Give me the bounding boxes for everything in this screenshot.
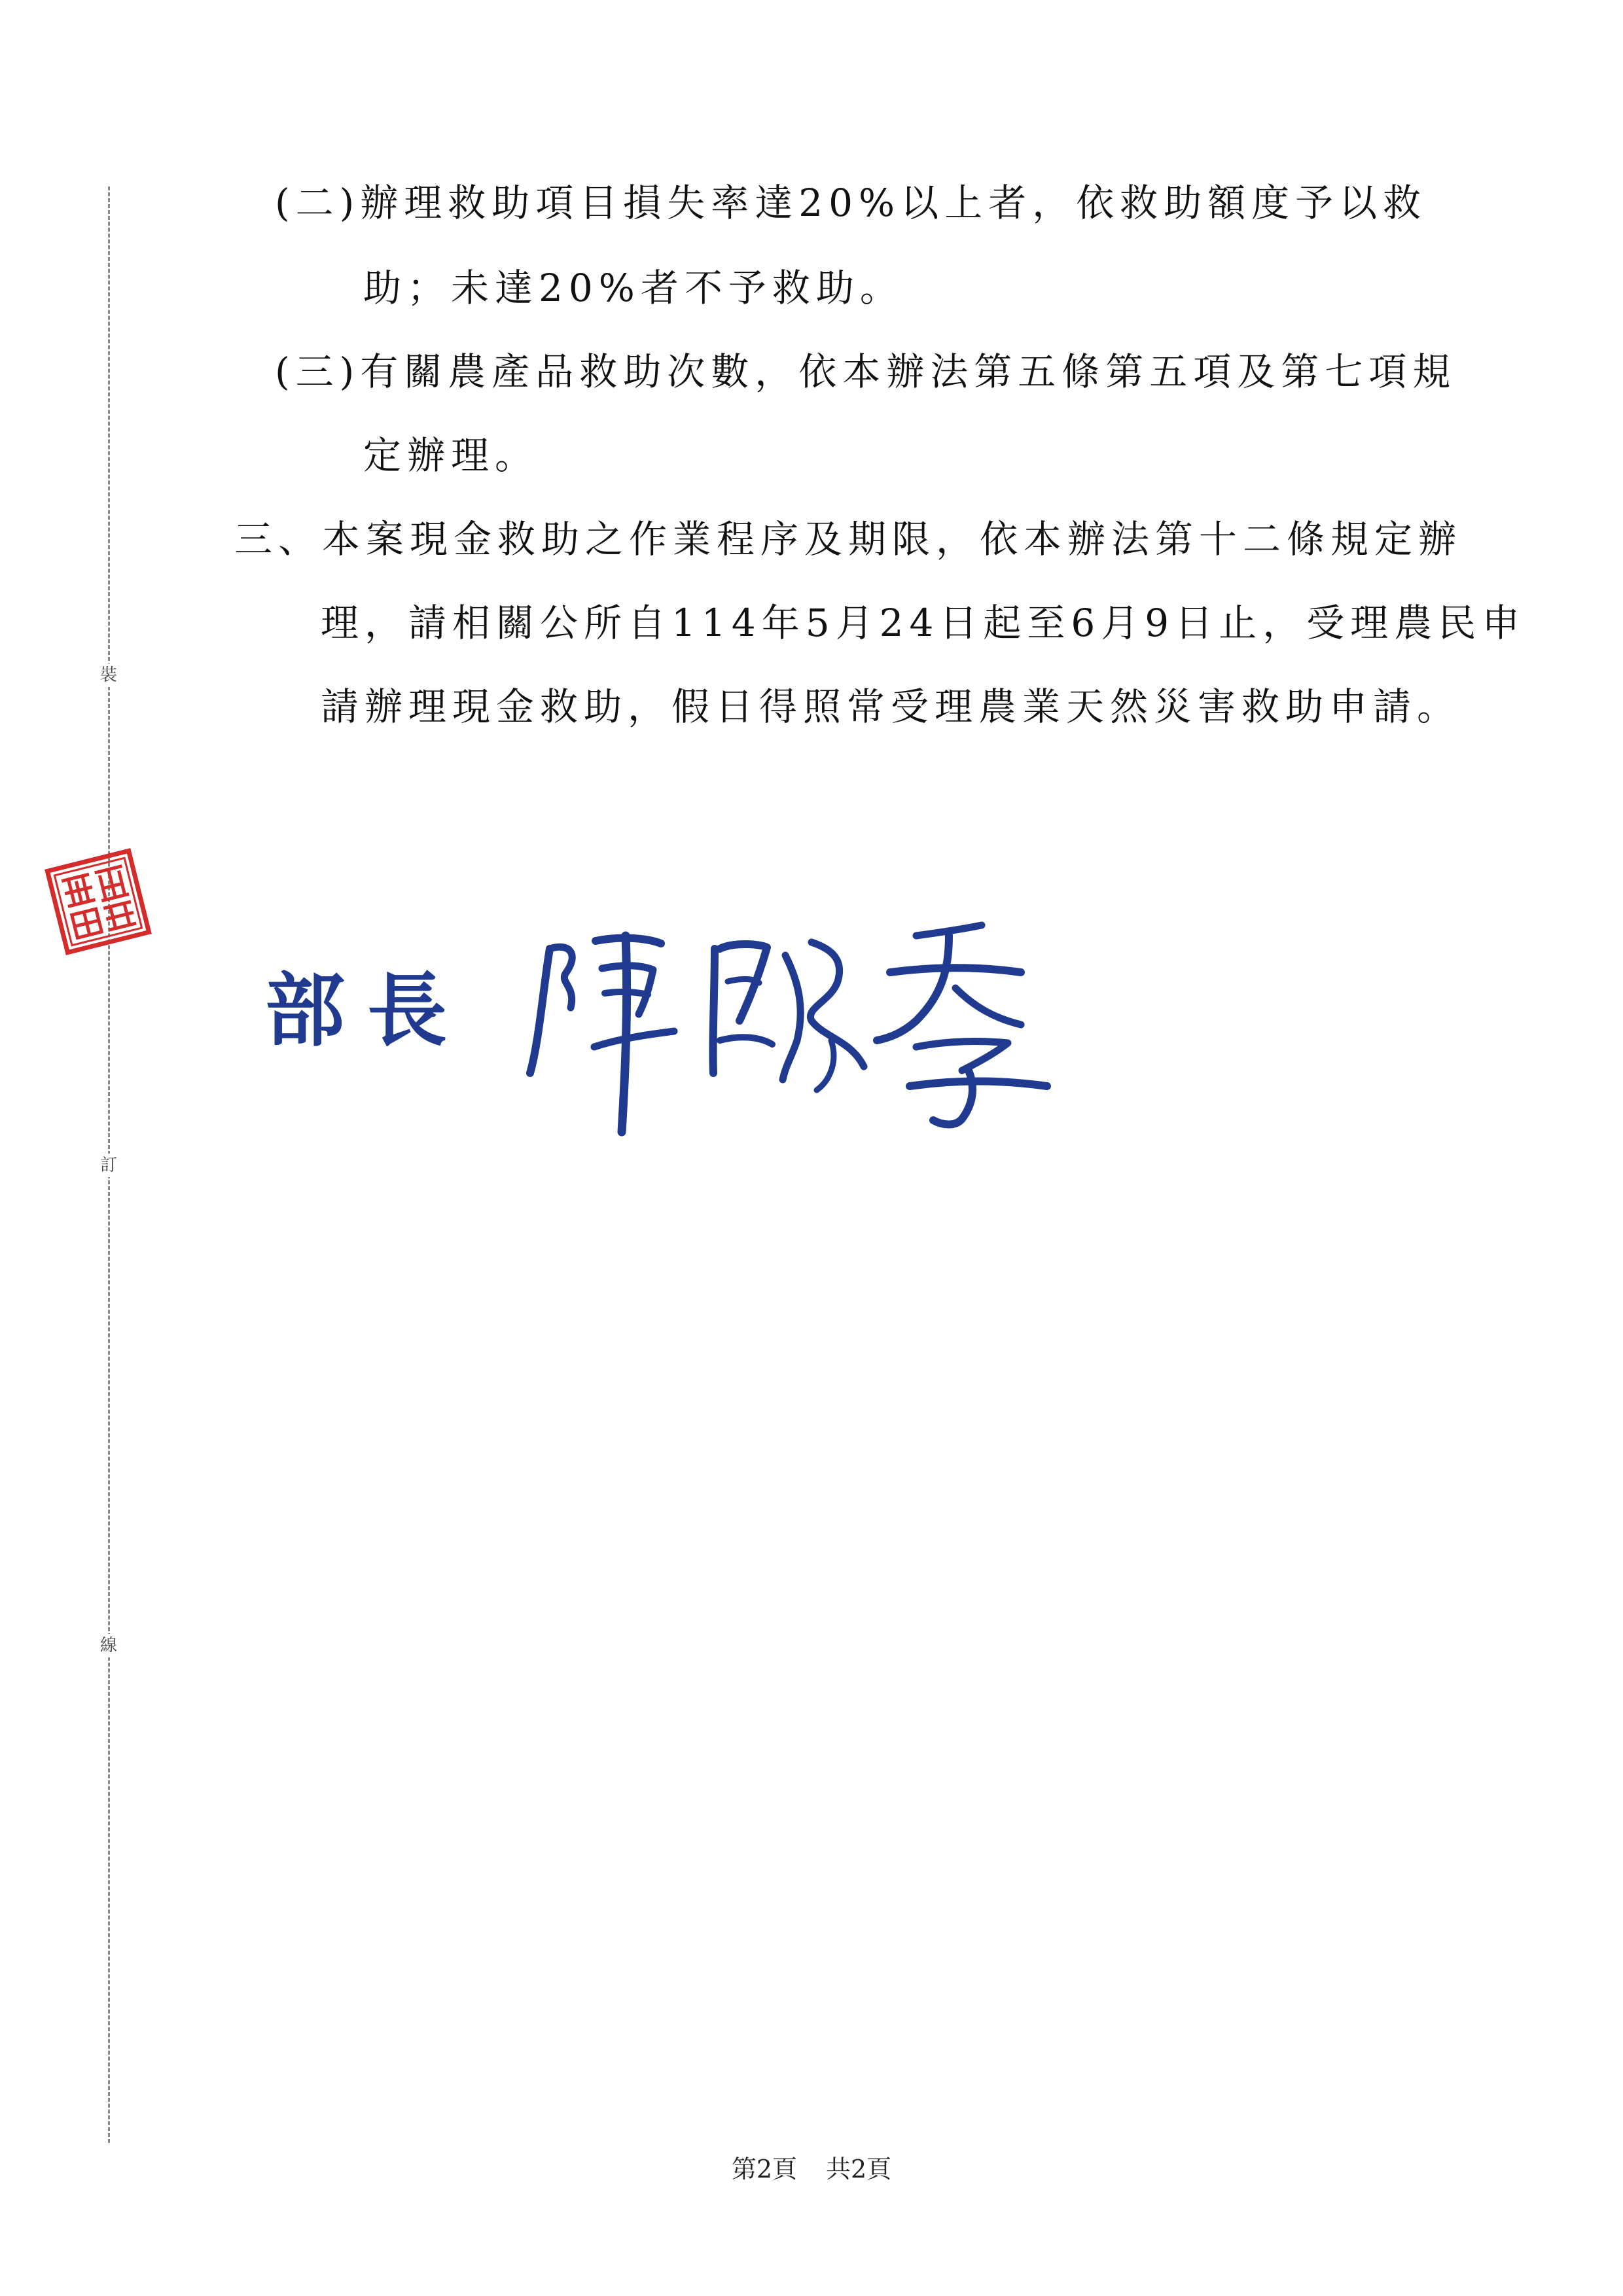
- section-three-line-1: 三、本案現金救助之作業程序及期限，依本辦法第十二條規定辦: [234, 517, 1463, 561]
- handwritten-signature: [524, 910, 1060, 1145]
- page-total: 共2頁: [826, 2155, 892, 2183]
- section-three-line-2: 理，請相關公所自114年5月24日起至6月9日止，受理農民申: [321, 601, 1526, 645]
- official-seal: [41, 844, 156, 959]
- section-three-line-3: 請辦理現金救助，假日得照常受理農業天然災害救助申請。: [321, 684, 1461, 729]
- page-number: 第2頁: [731, 2155, 797, 2183]
- item-two-line-1: (二)辦理救助項目損失率達20%以上者，依救助額度予以救: [275, 181, 1427, 225]
- item-two-line-2: 助；未達20%者不予救助。: [363, 266, 904, 310]
- binding-mark-zhuang: 裝: [97, 663, 120, 687]
- item-three-line-1: (三)有關農產品救助次數，依本辦法第五條第五項及第七項規: [275, 349, 1457, 394]
- page-footer: [0, 2153, 1623, 2185]
- binding-mark-xian: 線: [97, 1634, 120, 1657]
- binding-mark-ding: 訂: [97, 1154, 120, 1177]
- signature-title: 部長: [265, 964, 469, 1057]
- item-three-line-2: 定辦理。: [363, 433, 539, 478]
